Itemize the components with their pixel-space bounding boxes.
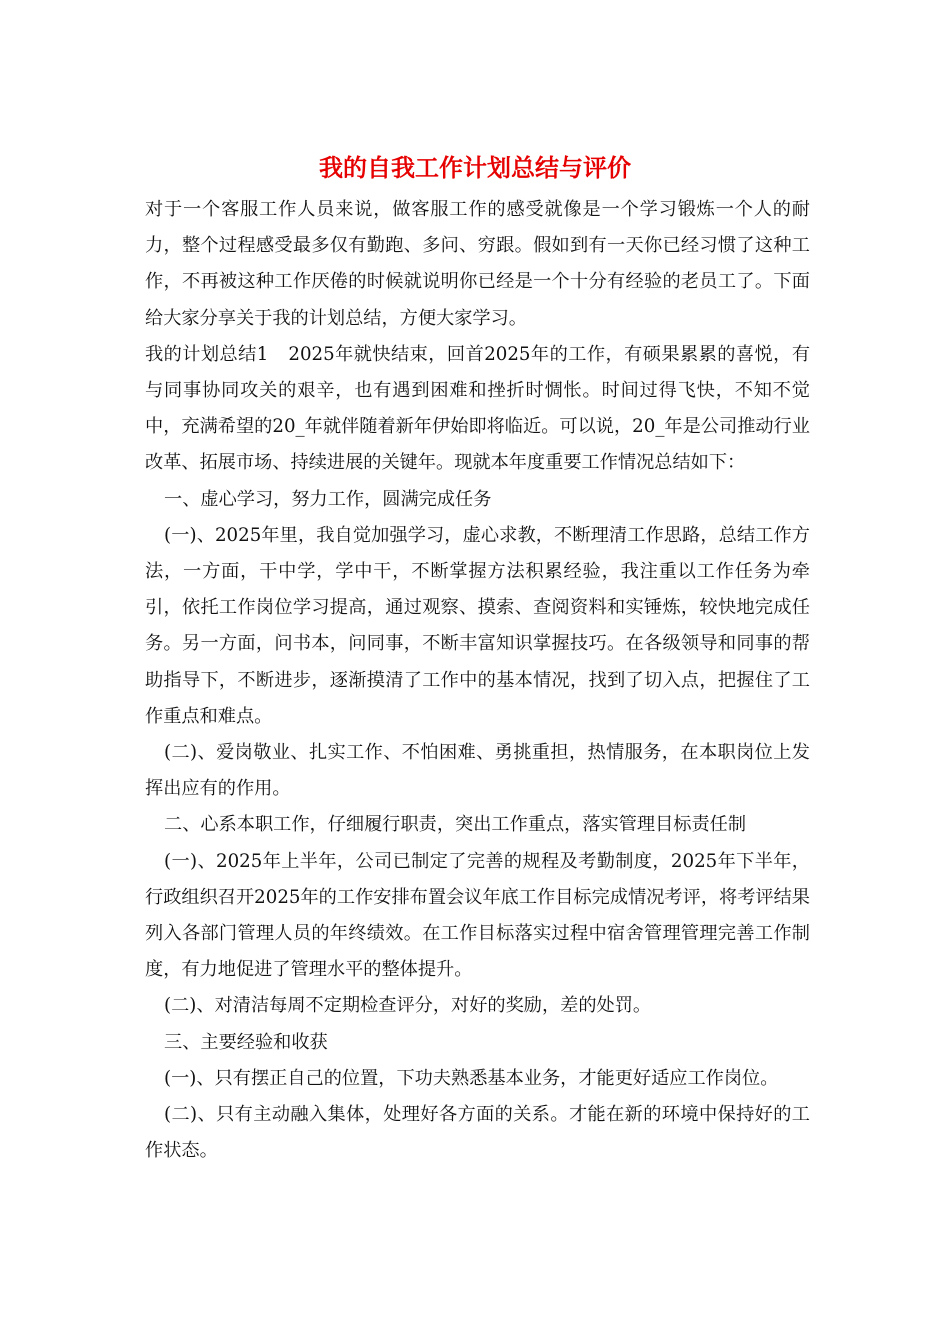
summary-label: 我的计划总结1 <box>145 343 269 365</box>
section2-paragraph-1: (一)、2025年上半年，公司已制定了完善的规程及考勤制度，2025年下半年，行政组织召开2025年的工作安排布置会议年底工作目标完成情况考评，将考评结果列入各部门管理人员的年终绩效。在工作目标落实过程中宿舍管理管理完善工作制度，有力地促进了管理水平的整体提升。 <box>145 850 810 981</box>
section-heading-1: 一、虚心学习，努力工作，圆满完成任务 <box>164 488 492 510</box>
section3-paragraph-1: (一)、只有摆正自己的位置，下功夫熟悉基本业务，才能更好适应工作岗位。 <box>164 1067 779 1089</box>
section2-paragraph-2: (二)、对清洁每周不定期检查评分，对好的奖励，差的处罚。 <box>164 995 652 1017</box>
section1-paragraph-2: (二)、爱岗敬业、扎实工作、不怕困难、勇挑重担，热情服务，在本职岗位上发挥出应有的作用。 <box>145 742 810 800</box>
summary-body: 2025年就快结束，回首2025年的工作，有硕果累累的喜悦，有与同事协同攻关的艰辛，也有遇到困难和挫折时惆怅。时间过得飞快，不知不觉中，充满希望的20_年就伴随着新年伊始即将临近。可以说，20_年是公司推动行业改革、拓展市场、持续进展的关键年。现就本年度重要工作情况总结如下： <box>145 343 811 474</box>
intro-paragraph: 对于一个客服工作人员来说，做客服工作的感受就像是一个学习锻炼一个人的耐力，整个过程感受最多仅有勤跑、多问、穷跟。假如到有一天你已经习惯了这种工作，不再被这种工作厌倦的时候就说明你已经是一个十分有经验的老员工了。下面给大家分享关于我的计划总结，方便大家学习。 <box>145 199 810 329</box>
section-heading-3: 三、主要经验和收获 <box>164 1031 328 1053</box>
document-body <box>145 192 810 1169</box>
section-heading-2: 二、心系本职工作，仔细履行职责，突出工作重点，落实管理目标责任制 <box>164 814 747 836</box>
document-title: 我的自我工作计划总结与评价 <box>319 153 631 182</box>
summary-paragraph <box>145 337 810 482</box>
section1-paragraph-1: (一)、2025年里，我自觉加强学习，虚心求教，不断理清工作思路，总结工作方法，一方面，干中学，学中干，不断掌握方法积累经验，我注重以工作任务为牵引，依托工作岗位学习提高，通过观察、摸索、查阅资料和实锤炼，较快地完成任务。另一方面，问书本，问同事，不断丰富知识掌握技巧。在各级领导和同事的帮助指导下，不断进步，逐渐摸清了工作中的基本情况，找到了切入点，把握住了工作重点和难点。 <box>145 524 810 727</box>
section3-paragraph-2: (二)、只有主动融入集体，处理好各方面的关系。才能在新的环境中保持好的工作状态。 <box>145 1104 810 1162</box>
